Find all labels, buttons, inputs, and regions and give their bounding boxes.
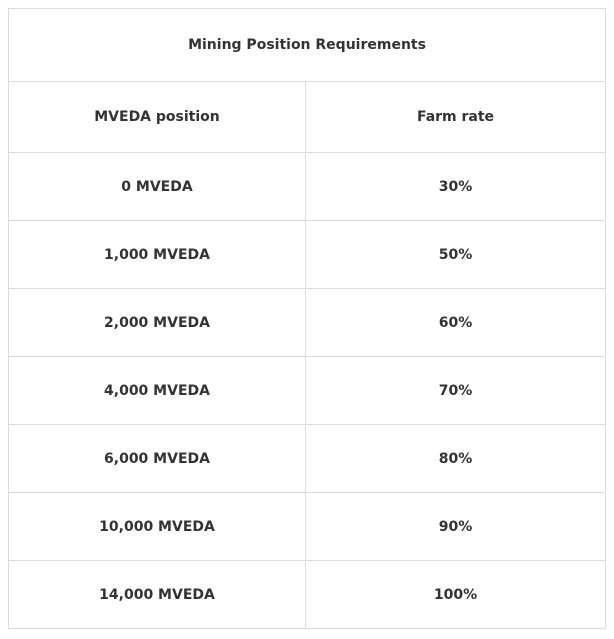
header-mveda-position: MVEDA position (9, 82, 306, 153)
table-row (9, 561, 606, 629)
cell-farm-rate: 70% (306, 357, 606, 425)
table-row (9, 221, 606, 289)
table-row (9, 425, 606, 493)
cell-farm-rate: 60% (306, 289, 606, 357)
table-row (9, 153, 606, 221)
table-header-row (9, 82, 606, 153)
cell-position: 2,000 MVEDA (9, 289, 306, 357)
cell-position: 14,000 MVEDA (9, 561, 306, 629)
table-title: Mining Position Requirements (9, 9, 606, 82)
table-row (9, 289, 606, 357)
table-row (9, 493, 606, 561)
cell-farm-rate: 80% (306, 425, 606, 493)
header-farm-rate: Farm rate (306, 82, 606, 153)
cell-position: 4,000 MVEDA (9, 357, 306, 425)
cell-position: 1,000 MVEDA (9, 221, 306, 289)
cell-position: 6,000 MVEDA (9, 425, 306, 493)
cell-position: 10,000 MVEDA (9, 493, 306, 561)
cell-farm-rate: 30% (306, 153, 606, 221)
table-title-row (9, 9, 606, 82)
cell-farm-rate: 50% (306, 221, 606, 289)
cell-farm-rate: 100% (306, 561, 606, 629)
mining-position-requirements-table (8, 8, 606, 629)
cell-position: 0 MVEDA (9, 153, 306, 221)
table-row (9, 357, 606, 425)
requirements-table-container (8, 8, 605, 629)
cell-farm-rate: 90% (306, 493, 606, 561)
